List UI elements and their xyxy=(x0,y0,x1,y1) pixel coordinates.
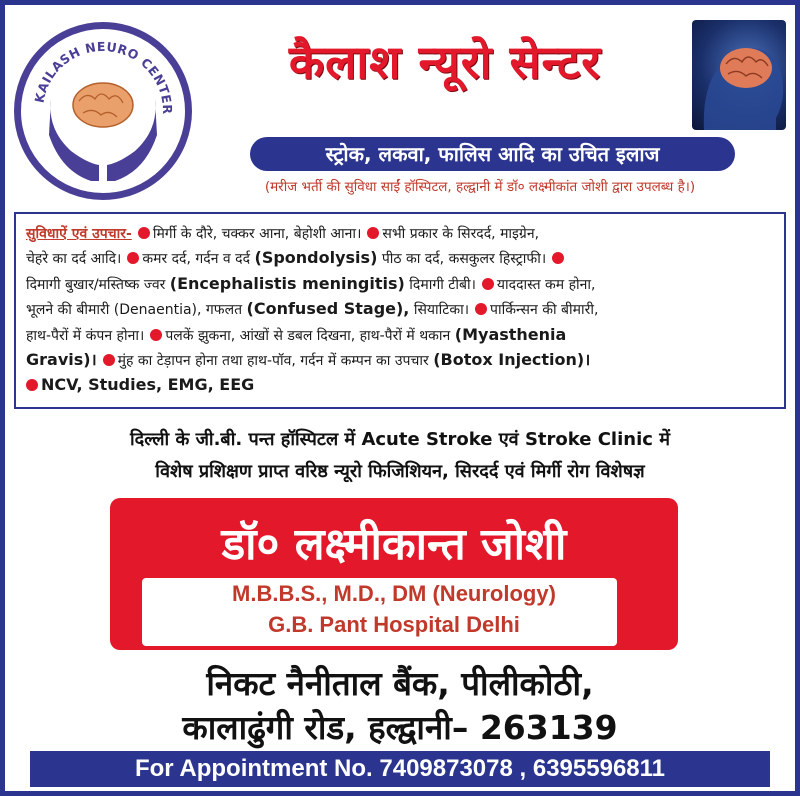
brain-scan-image xyxy=(692,20,786,130)
facility-text: हाथ-पैरों में कंपन होना। xyxy=(26,327,145,344)
center-title: कैलाश न्यूरो सेन्टर xyxy=(288,35,602,89)
facility-term: Gravis)। xyxy=(26,350,97,370)
facilities-line-4 xyxy=(26,297,774,322)
facilities-heading: सुविधाऐं एवं उपचार- xyxy=(26,226,132,242)
admission-note: (मरीज भर्ती की सुविधा साईं हॉस्पिटल, हल्द्वानी में डॉ० लक्ष्मीकांत जोशी द्वारा उपलब्ध है।) xyxy=(264,179,696,195)
training-line-1: दिल्ली के जी.बी. पन्त हॉस्पिटल में Acute Stroke एवं Stroke Clinic में xyxy=(130,429,670,450)
bullet-icon xyxy=(103,354,115,366)
facility-text: मिर्गी के दौरे, चक्कर आना, बेहोशी आना। xyxy=(152,226,362,242)
facility-text: मुंह का टेड़ापन होना तथा हाथ-पॉव, गर्दन में कम्पन का उपचार xyxy=(117,353,429,370)
facility-term: (Botox Injection)। xyxy=(433,350,591,370)
address-line-2: कालाढुंगी रोड, हल्द्वानी– 263139 xyxy=(182,708,618,747)
bullet-icon xyxy=(127,252,139,264)
treatment-banner: स्ट्रोक, लकवा, फालिस आदि का उचित इलाज xyxy=(250,137,735,171)
logo-ring-text: KAILASH NEURO CENTER xyxy=(31,38,176,115)
facility-term: (Confused Stage), xyxy=(246,299,410,319)
facilities-box xyxy=(14,212,786,409)
training-line-2: विशेष प्रशिक्षण प्राप्त वरिष्ठ न्यूरो फिजिशियन, सिरदर्द एवं मिर्गी रोग विशेषज्ञ xyxy=(155,461,645,482)
doctor-qualification: M.B.B.S., M.D., DM (Neurology) xyxy=(232,581,556,606)
bullet-icon xyxy=(367,227,379,239)
facilities-line-6 xyxy=(26,348,774,373)
facilities-line-1 xyxy=(26,223,774,246)
bullet-icon xyxy=(26,379,38,391)
logo-graphic xyxy=(21,29,185,193)
kailash-logo xyxy=(14,22,192,200)
facility-text: चेहरे का दर्द आदि। xyxy=(26,251,122,268)
address-line-1: निकट नैनीताल बैंक, पीलीकोठी, xyxy=(206,664,594,703)
facility-term: NCV, Studies, EMG, EEG xyxy=(41,375,255,395)
bullet-icon xyxy=(482,278,494,290)
bullet-icon xyxy=(138,227,150,239)
bullet-icon xyxy=(475,303,487,315)
facility-text: पार्किन्सन की बीमारी, xyxy=(490,302,599,319)
facility-text: भूलने की बीमारी (Denaentia), गफलत xyxy=(26,302,243,319)
bullet-icon xyxy=(552,252,564,264)
facility-text: सभी प्रकार के सिरदर्द, माइग्रेन, xyxy=(382,226,540,242)
facility-text: दिमागी बुखार/मस्तिष्क ज्वर xyxy=(26,276,166,293)
facility-text: सियाटिका। xyxy=(413,302,470,319)
training-text xyxy=(14,424,786,488)
facility-term: (Spondolysis) xyxy=(254,248,378,268)
doctor-hospital: G.B. Pant Hospital Delhi xyxy=(268,612,520,637)
facility-text: पलकें झुकना, आंखों से डबल दिखना, हाथ-पैरों में थकान xyxy=(165,327,451,344)
appointment-numbers: For Appointment No. 7409873078 , 6395596811 xyxy=(30,751,770,787)
facilities-line-3 xyxy=(26,272,774,297)
facility-text: याददास्त कम होना, xyxy=(496,276,596,293)
facility-text: कमर दर्द, गर्दन व दर्द xyxy=(142,251,251,268)
facility-text: दिमागी टीबी। xyxy=(409,276,476,293)
facility-term: (Myasthenia xyxy=(454,324,567,344)
clinic-address xyxy=(14,662,786,750)
doctor-name: डॉ० लक्ष्मीकान्त जोशी xyxy=(221,519,567,570)
bullet-icon xyxy=(150,329,162,341)
facilities-line-7 xyxy=(26,373,774,398)
facility-text: पीठ का दर्द, कसकुलर हिस्ट्राफी। xyxy=(381,251,547,268)
facilities-line-2 xyxy=(26,246,774,271)
facilities-line-5 xyxy=(26,323,774,348)
facility-term: (Encephalistis meningitis) xyxy=(169,273,405,293)
